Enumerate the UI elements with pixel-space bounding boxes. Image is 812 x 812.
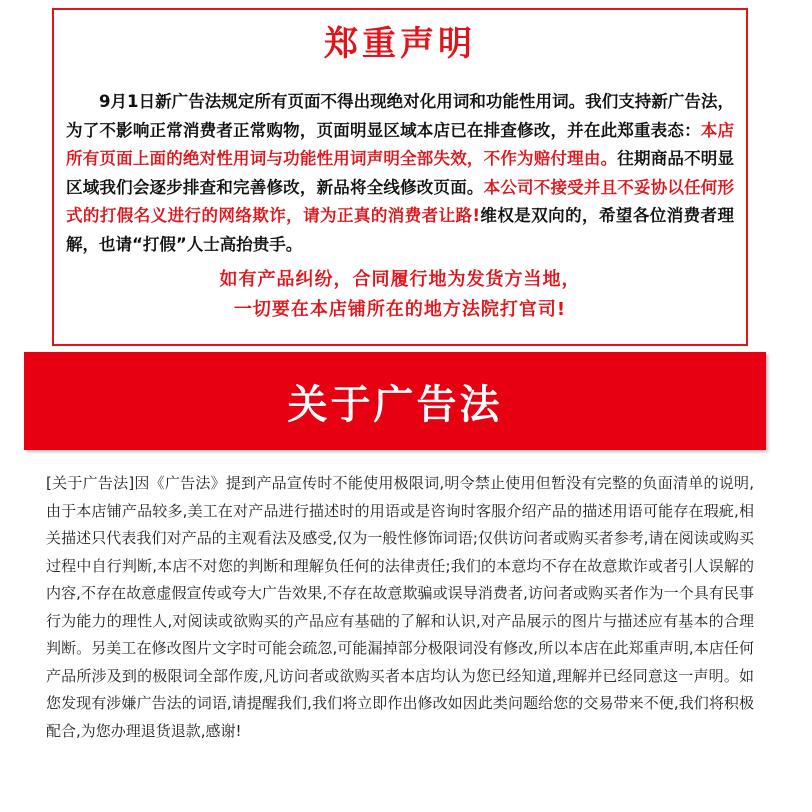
statement-segment: 维权是双向的，希望各位消费者理解，也请“打假”人士高抬贵手。: [66, 206, 734, 254]
statement-segment-highlight: 本公司不接受并且不妥协以任何形式的打假名义进行的网络欺诈，请为正真的消费者让路!: [66, 177, 735, 225]
statement-body: [54, 64, 746, 259]
statement-segment: 往期商品不明显区域我们会逐步排查和完善修改，新品将全线修改页面。: [66, 149, 735, 197]
statement-segment-highlight: 本店所有页面上面的绝对性用词与功能性用词声明全部失效，不作为赔付理由。: [66, 120, 735, 168]
statement-footer: [54, 265, 746, 325]
section-banner: [24, 352, 766, 450]
statement-segment: 9月1日新广告法规定所有页面不得出现绝对化用词和功能性用词。我们支持新广告法，为了不影响正常消费者正常购物，页面明显区域本店已在排查修改，并在此郑重表态：: [66, 92, 734, 140]
statement-box: [52, 8, 748, 346]
banner-title: 关于广告法: [287, 381, 503, 428]
ad-law-paragraph: [关于广告法]因《广告法》提到产品宣传时不能使用极限词,明令禁止使用但暂没有完整的负面清单的说明,由于本店铺产品较多,美工在对产品进行描述时的用语或是咨询时客服介绍产品的描述用语可能存在瑕疵,相关描述只代表我们对产品的主观看法及感受,仅为一般性修饰词语;仅供访问者或购买者参考,请在阅读或购买过程中自行判断,本店不对您的判断和理解负任何的法律责任;我们的本意均不存在故意欺诈或者引人误解的内容,不存在故意虚假宣传或夸大广告效果,不存在故意欺骗或误导消费者,访问者或购买者作为一个具有民事行为能力的理性人,对阅读或欲购买的产品应有基础的了解和认识,对产品展示的图片与描述应有基本的合理判断。另美工在修改图片文字时可能会疏忽,可能漏掉部分极限词没有修改,所以本店在此郑重声明,本店任何产品所涉及到的极限词全部作废,凡访问者或欲购买者本店均认为您已经知道,理解并已经同意这一声明。如您发现有涉嫌广告法的词语,请提醒我们,我们将立即作出修改如因此类问题给您的交易带来不便,我们将积极配合,为您办理退货退款,感谢!: [46, 474, 754, 740]
statement-footer-line: 如有产品纠纷，合同履行地为发货方当地，: [219, 269, 581, 290]
statement-footer-line: 一切要在本店铺所在的地方法院打官司!: [233, 299, 567, 320]
statement-paragraph: [66, 88, 734, 259]
statement-title: 郑重声明: [324, 24, 476, 64]
